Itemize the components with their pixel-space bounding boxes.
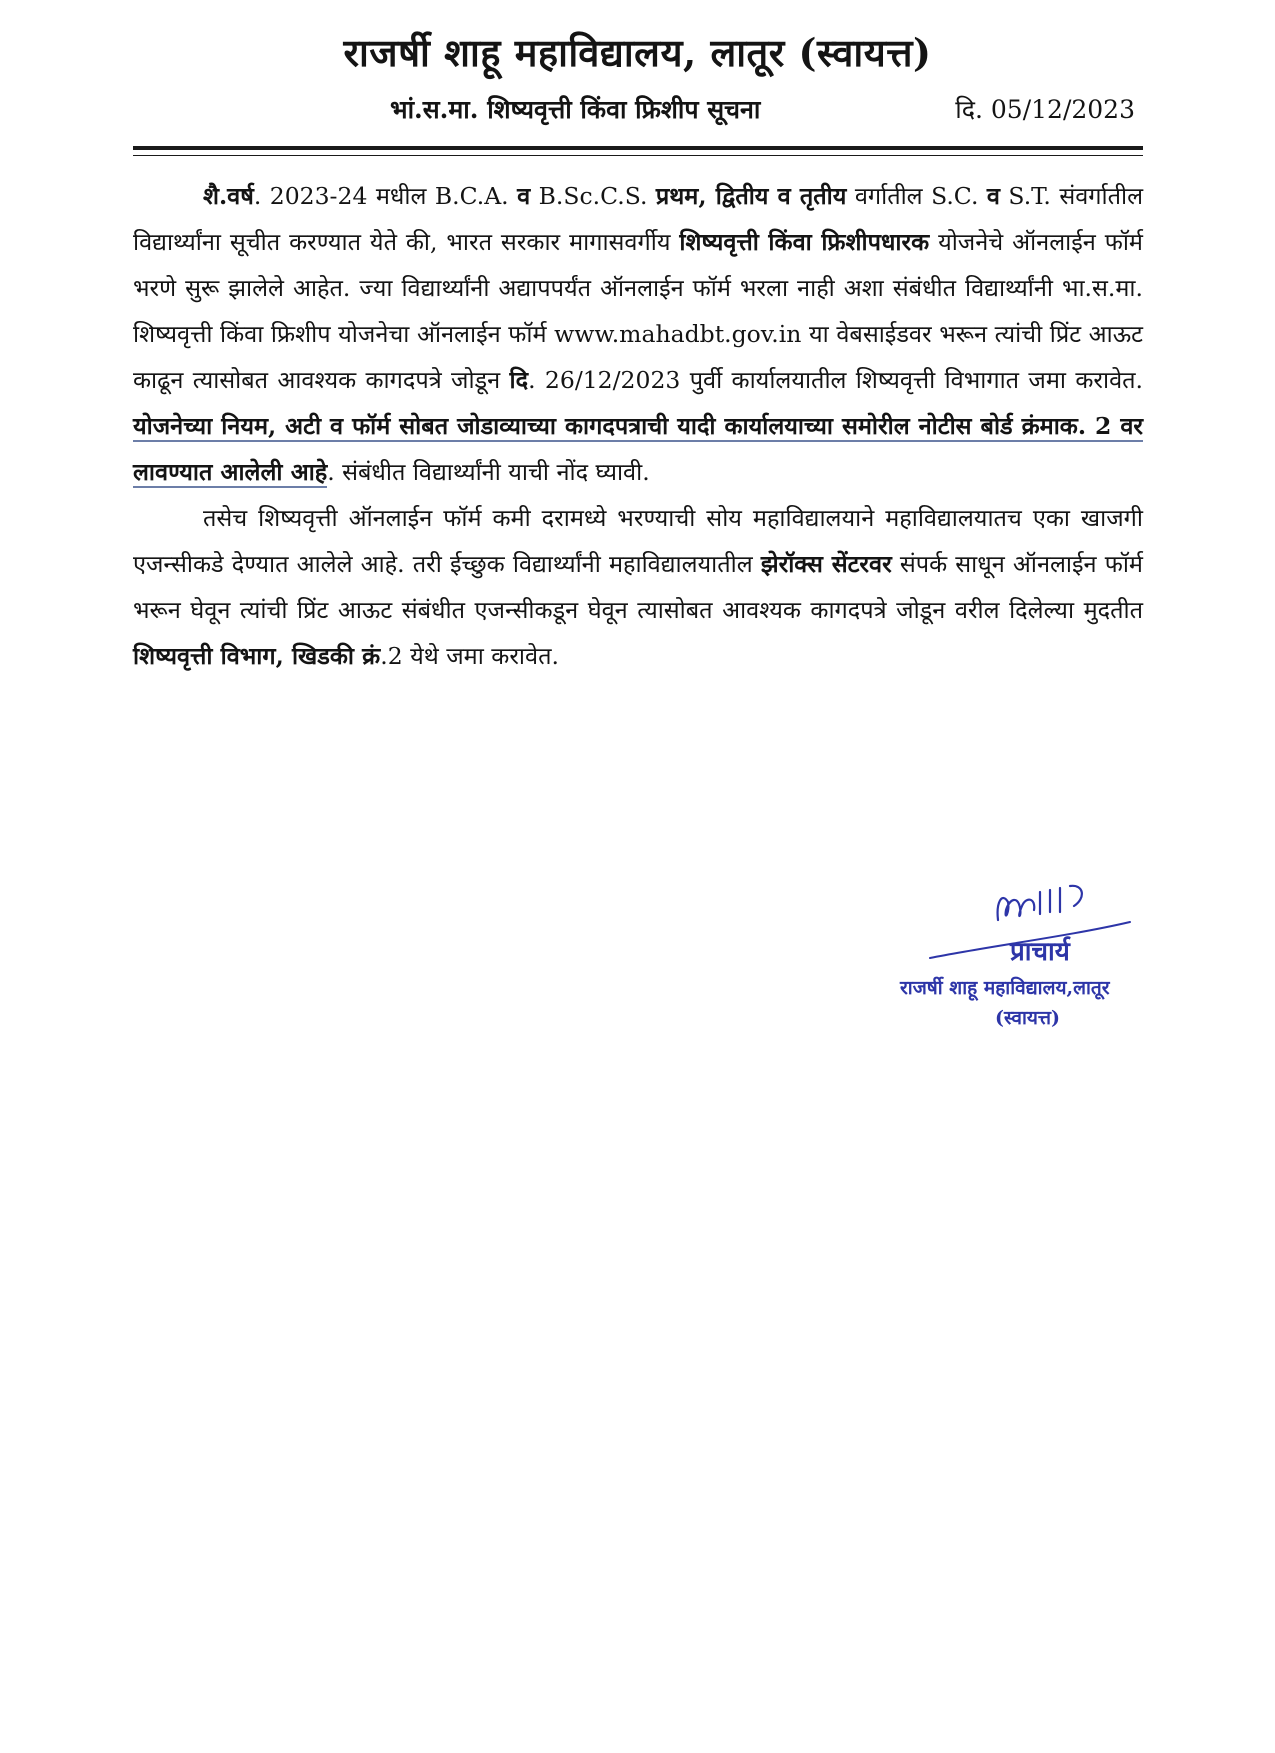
bold-text: शिष्यवृत्ती किंवा फ्रिशीपधारक [679, 228, 930, 256]
bold-text: दि [509, 366, 529, 394]
bold-text: प्रथम, द्वितीय व तृतीय [655, 182, 847, 210]
principal-signature-stamp [870, 862, 1200, 1042]
college-title: राजर्षी शाहू महाविद्यालय, लातूर (स्वायत्त) [343, 30, 932, 75]
text-run: योजनेचे ऑनलाईन फॉर्म भरणे सुरू झालेले आहेत. ज्या विद्यार्थ्यांनी अद्यापपर्यंत ऑनलाईन फॉर्म भरला नाही अशा संबंधीत विद्यार्थ्यांनी भा.स.मा. शिष्यवृत्ती किंवा फ्रिशीप योजनेचा ऑनलाईन फॉर्म www.mahadbt.gov.in या वेबसाईडवर भरून त्यांची प्रिंट आऊट काढून त्यासोबत आवश्यक कागदपत्रे जोडून [133, 228, 1143, 394]
text-run: तसेच शिष्यवृत्ती ऑनलाईन फॉर्म कमी दरामध्ये भरण्याची सोय महाविद्यालयाने महाविद्यालयातच एका खाजगी एजन्सीकडे देण्यात आलेले आहे. तरी ईच्छुक विद्यार्थ्यांनी महाविद्यालयातील [133, 504, 1143, 578]
text-run: S.T. संवर्गातील विद्यार्थ्यांना सूचीत करण्यात येते की, भारत सरकार मागासवर्गीय [133, 182, 1143, 256]
stamp-college-name: राजर्षी शाहू महाविद्यालय,लातूर [900, 977, 1110, 999]
paragraph-2 [133, 495, 1143, 679]
text-run: संपर्क साधून ऑनलाईन फॉर्म भरून घेवून त्यांची प्रिंट आऊट संबंधीत एजन्सीकडून घेवून त्यासोबत आवश्यक कागदपत्रे जोडून वरील दिलेल्या मुदतीत [133, 550, 1143, 624]
bold-text: झेरॉक्स सेंटरवर [760, 550, 892, 578]
text-run: . संबंधीत विद्यार्थ्यांनी याची नोंद घ्यावी. [327, 458, 650, 486]
paragraph-1 [133, 173, 1143, 495]
text-run: B.Sc.C.S. [530, 182, 656, 210]
text-run: .2 येथे जमा करावेत. [380, 642, 559, 670]
bold-text: व [517, 182, 531, 210]
bold-text: व [986, 182, 1000, 210]
header-rule-thick [133, 146, 1143, 150]
bold-text: शै.वर्ष [203, 182, 254, 210]
notice-date: दि. 05/12/2023 [955, 95, 1135, 124]
header-rule-thin [133, 155, 1143, 156]
notice-body [133, 173, 1143, 679]
notice-subject: भां.स.मा. शिष्यवृत्ती किंवा फ्रिशीप सूचना [390, 95, 761, 124]
principal-title: प्राचार्य [1010, 937, 1070, 967]
text-run: . 2023-24 मधील B.C.A. [253, 182, 518, 210]
stamp-autonomous: (स्वायत्त) [995, 1007, 1061, 1029]
text-run: . 26/12/2023 पुर्वी कार्यालयातील शिष्यवृत्ती विभागात जमा करावेत. [528, 366, 1144, 394]
bold-text: शिष्यवृत्ती विभाग, खिडकी क्रं [133, 642, 381, 670]
text-run: वर्गातील S.C. [846, 182, 987, 210]
underlined-bold-notice: योजनेच्या नियम, अटी व फॉर्म सोबत जोडाव्याच्या कागदपत्राची यादी कार्यालयाच्या समोरील नोटीस बोर्ड क्रंमाक. 2 वर लावण्यात आलेली आहे [133, 412, 1143, 486]
subject-row [0, 92, 1275, 132]
